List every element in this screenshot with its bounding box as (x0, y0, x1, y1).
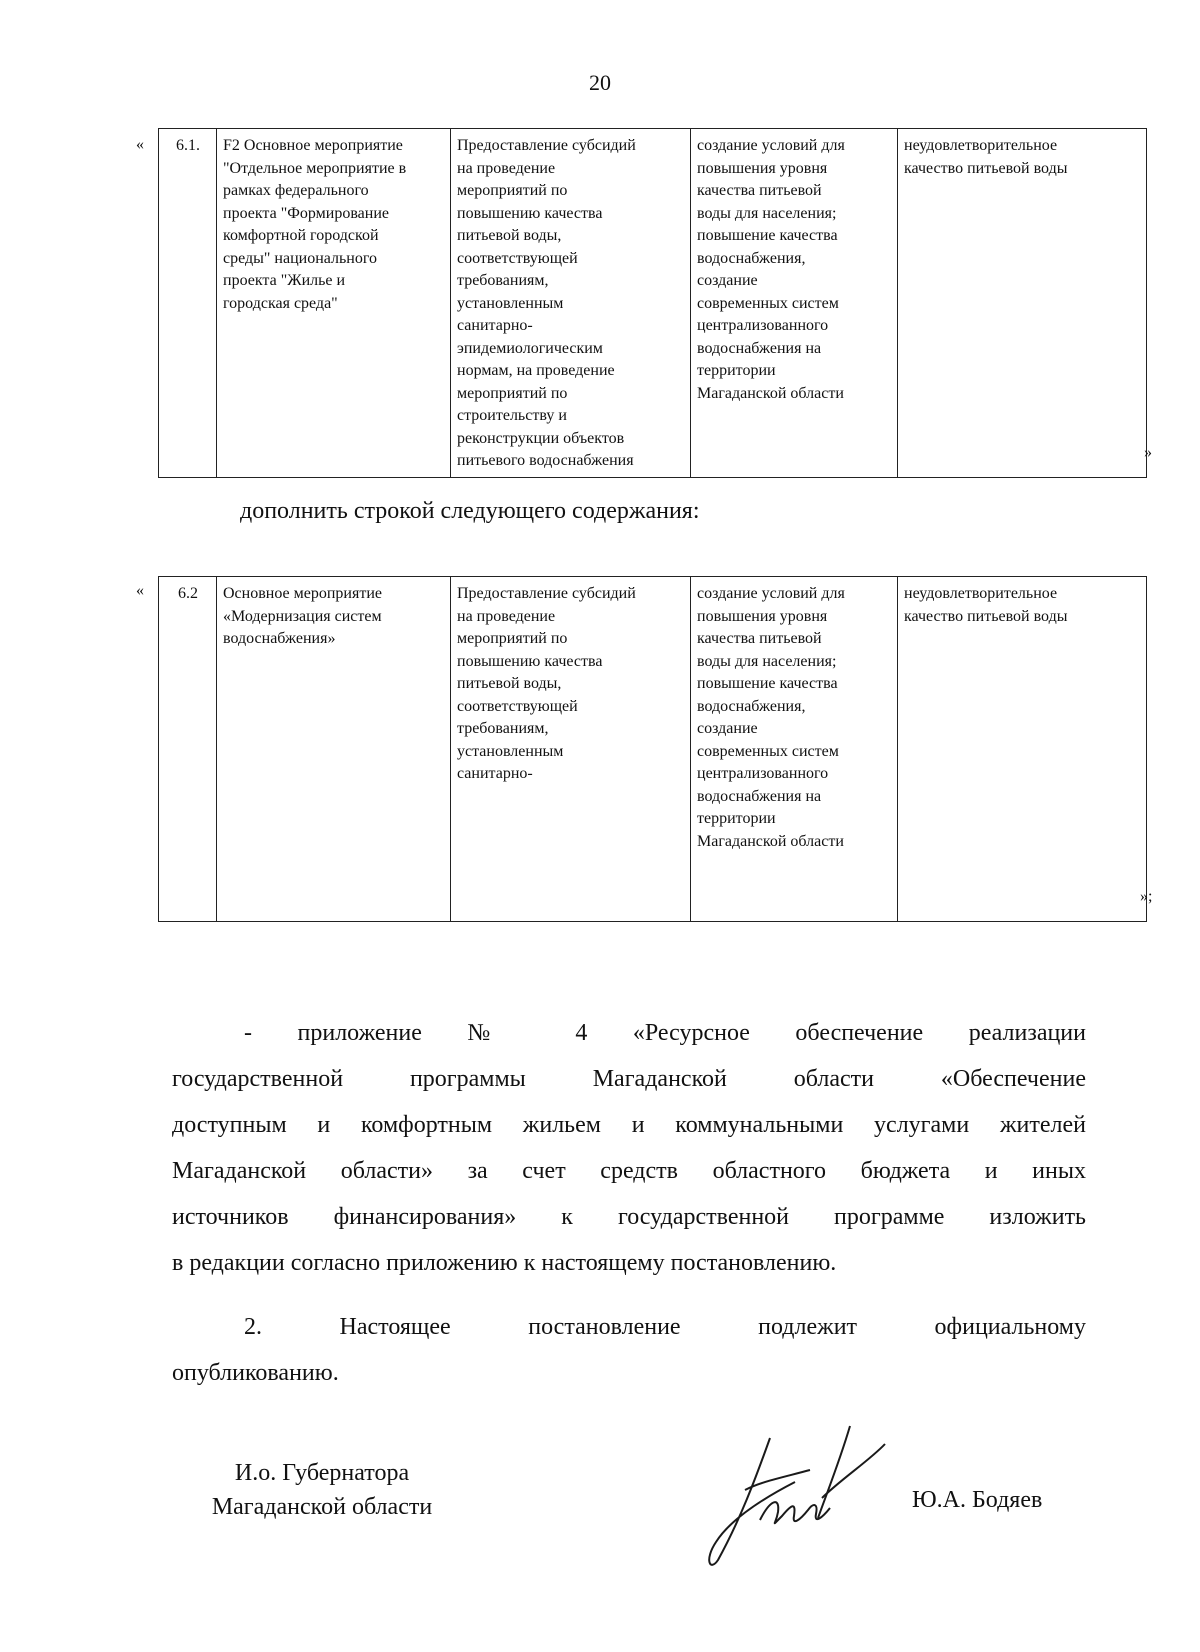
cell-line: неудовлетворительное (904, 585, 1058, 602)
handwritten-signature-icon (700, 1420, 900, 1570)
cell-line: создание условий для (697, 585, 845, 602)
intro-line: дополнить строкой следующего содержания: (240, 498, 700, 524)
cell-line: качества питьевой (697, 630, 822, 647)
cell-line: водоснабжения, (697, 697, 806, 715)
signatory-title (182, 1456, 462, 1524)
cell-line: Предоставление субсидий (457, 137, 636, 154)
cell-line: современных систем (697, 294, 839, 312)
cell-line: современных систем (697, 742, 839, 760)
close-quote-2: »; (1140, 888, 1153, 905)
cell-line: установленным (457, 294, 564, 312)
cell-line: строительству и (457, 407, 567, 424)
cell-line: питьевого водоснабжения (457, 452, 634, 469)
cell-line: на проведение (457, 607, 556, 625)
cell-line: воды для населения; (697, 204, 837, 222)
cell-line: создание условий для (697, 137, 845, 154)
cell-line: повышение качества (697, 227, 838, 244)
table-row-6-2 (158, 576, 1147, 922)
paragraph-publication (172, 1304, 1086, 1396)
paragraph-line: опубликованию. (172, 1360, 339, 1386)
cell-line: повышения уровня (697, 607, 828, 625)
cell-line: "Отдельное мероприятие в (223, 159, 407, 177)
cell-line: проекта "Формирование (223, 204, 389, 222)
cell-line: эпидемиологическим (457, 339, 603, 357)
cell-line: установленным (457, 742, 564, 760)
cell-line: питьевой воды, (457, 227, 562, 244)
cell-line: реконструкции объектов (457, 429, 625, 447)
cell-line: на проведение (457, 159, 556, 177)
cell-line: качество питьевой воды (904, 159, 1068, 177)
table-row-6-1 (158, 128, 1147, 478)
cell-line: создание (697, 720, 758, 737)
cell-line: мероприятий по (457, 384, 568, 402)
cell-line: Основное мероприятие (223, 585, 382, 602)
cell-line: создание (697, 272, 758, 289)
paragraph-line: 2. Настоящее постановление подлежит официальному (244, 1314, 1086, 1340)
cell-line: качества питьевой (697, 182, 822, 199)
cell-line: водоснабжения, (697, 249, 806, 267)
tools-cell (451, 129, 691, 478)
cell-line: Магаданской области (697, 384, 844, 402)
cell-line: водоснабжения на (697, 339, 822, 357)
cell-line: нормам, на проведение (457, 362, 615, 379)
cell-line: водоснабжения на (697, 787, 822, 805)
goal-cell (691, 577, 898, 922)
risk-cell (898, 129, 1147, 478)
cell-line: санитарно- (457, 317, 533, 334)
cell-line: городская среда" (223, 294, 338, 312)
signatory-title-line: И.о. Губернатора (234, 1460, 410, 1486)
signatory-title-line: Магаданской области (211, 1494, 433, 1520)
cell-line: требованиям, (457, 720, 549, 737)
activity-name-cell (217, 577, 451, 922)
activity-name-cell (217, 129, 451, 478)
paragraph-line: доступным и комфортным жильем и коммунальными услугами жителей (172, 1112, 1086, 1138)
open-quote-1: « (136, 136, 144, 153)
cell-line: повышения уровня (697, 159, 828, 177)
cell-line: F2 Основное мероприятие (223, 137, 403, 154)
goal-cell (691, 129, 898, 478)
row-number: 6.1. (159, 129, 217, 478)
signatory-name: Ю.А. Бодяев (912, 1487, 1043, 1513)
paragraph-appendix (172, 1010, 1086, 1286)
open-quote-2: « (136, 582, 144, 599)
paragraph-line: государственной программы Магаданской области «Обеспечение (172, 1066, 1086, 1092)
cell-line: Магаданской области (697, 832, 844, 850)
risk-cell (898, 577, 1147, 922)
cell-line: повышение качества (697, 675, 838, 692)
cell-line: мероприятий по (457, 630, 568, 647)
tools-cell (451, 577, 691, 922)
cell-line: соответствующей (457, 249, 578, 267)
cell-line: повышению качества (457, 652, 603, 670)
cell-line: водоснабжения» (223, 630, 336, 647)
page-number: 20 (589, 70, 611, 95)
cell-line: среды" национального (223, 249, 378, 267)
cell-line: комфортной городской (223, 227, 379, 244)
paragraph-line: в редакции согласно приложению к настоящему постановлению. (172, 1250, 837, 1276)
paragraph-line: - приложение № 4 «Ресурсное обеспечение реализации (244, 1020, 1086, 1046)
cell-line: мероприятий по (457, 182, 568, 199)
cell-line: повышению качества (457, 204, 603, 222)
cell-line: качество питьевой воды (904, 607, 1068, 625)
cell-line: воды для населения; (697, 652, 837, 670)
cell-line: требованиям, (457, 272, 549, 289)
cell-line: проекта "Жилье и (223, 272, 346, 289)
cell-line: соответствующей (457, 697, 578, 715)
row-number: 6.2 (159, 577, 217, 922)
cell-line: территории (697, 810, 776, 827)
close-quote-1: » (1144, 444, 1152, 461)
cell-line: централизованного (697, 317, 829, 334)
cell-line: санитарно- (457, 765, 533, 782)
cell-line: территории (697, 362, 776, 379)
cell-line: Предоставление субсидий (457, 585, 636, 602)
cell-line: неудовлетворительное (904, 137, 1058, 154)
cell-line: «Модернизация систем (223, 607, 382, 625)
cell-line: централизованного (697, 765, 829, 782)
paragraph-line: Магаданской области» за счет средств областного бюджета и иных (172, 1158, 1086, 1184)
cell-line: рамках федерального (223, 182, 369, 199)
cell-line: питьевой воды, (457, 675, 562, 692)
paragraph-line: источников финансирования» к государственной программе изложить (172, 1204, 1086, 1230)
